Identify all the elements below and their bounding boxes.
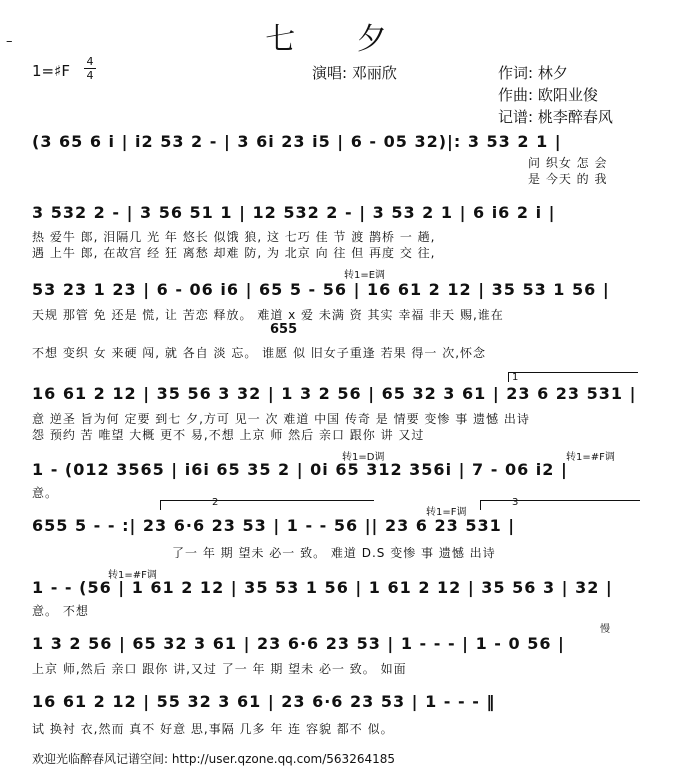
notation-row-6: 655 5 - - :| 23 6·6 23 53 | 1 - - 56 || 23 6 23 531 |	[32, 516, 516, 535]
lyric-row-2-line-2: 遇 上牛 郎, 在故宫 经 狂 离愁 却难 防, 为 北京 向 往 但 再度 交 往,	[32, 246, 436, 260]
key-signature: 1=♯F	[32, 62, 70, 80]
volta-3-label: 3	[512, 497, 519, 508]
notation-row-4: 16 61 2 12 | 35 56 3 32 | 1 3 2 56 | 65 32 3 61 | 23 6 23 531 |	[32, 384, 637, 403]
notation-row-2: 3 532 2 - | 3 56 51 1 | 12 532 2 - | 3 53 2 1 | 6 i6 2 i |	[32, 203, 556, 222]
lyric-row-1-line-1: 问 织女 怎 会	[528, 156, 608, 170]
time-signature-top: 4	[86, 55, 94, 68]
notation-row-7: 1 - - (56 | 1 61 2 12 | 35 53 1 56 | 1 61 2 12 | 35 56 3 | 32 |	[32, 578, 613, 597]
lyric-row-5-line-1: 意。	[32, 486, 59, 500]
lyric-row-6-line-1: 了一 年 期 望未 必一 致。 难道 D.S 变惨 事 遗憾 出诗	[172, 546, 496, 560]
lyric-row-3-line-2: 不想 变织 女 来硬 闯, 就 各自 淡 忘。 谁愿 似 旧女子重逢 若果 得一 次,怀念	[32, 346, 487, 360]
singer-credit: 演唱: 邓丽欣	[312, 64, 397, 82]
lyric-row-1-line-2: 是 今天 的 我	[528, 172, 608, 186]
composer-credit: 作曲: 欧阳业俊	[498, 86, 598, 104]
volta-3-bracket	[480, 500, 640, 501]
tempo-slow-mark: 慢	[600, 624, 610, 635]
song-title: 七 夕	[265, 22, 413, 57]
modulation-d-label: 转1=D调	[342, 452, 385, 463]
notation-row-9: 16 61 2 12 | 55 32 3 61 | 23 6·6 23 53 | 1 - - - ‖	[32, 692, 496, 711]
volta-2-label: 2	[212, 497, 219, 508]
ornament-655: 655	[270, 322, 298, 337]
notation-row-5: 1 - (012 3565 | i6i 65 35 2 | 0i 65 312 356i | 7 - 06 i2 |	[32, 460, 568, 479]
modulation-f-label: 转1=F调	[426, 507, 467, 518]
lyricist-credit: 作词: 林夕	[498, 64, 568, 82]
modulation-fs-label: 转1=#F调	[566, 452, 615, 463]
volta-3-bracket-tick	[480, 500, 481, 510]
lyric-row-3-line-1: 天规 那管 免 还是 慌, 让 苦恋 释放。 难道 ⅹ 爱 未满 资 其实 幸福 非天 赐,谁在	[32, 308, 504, 322]
notation-row-1: (3 65 6 i | i2 53 2 - | 3 6i 23 i5 | 6 - 05 32)|: 3 53 2 1 |	[32, 132, 562, 151]
modulation-e-label: 转1=E调	[344, 270, 386, 281]
modulation-fs2-label: 转1=#F调	[108, 570, 157, 581]
notation-row-8: 1 3 2 56 | 65 32 3 61 | 23 6·6 23 53 | 1 - - - | 1 - 0 56 |	[32, 634, 565, 653]
footer-text: 欢迎光临醉春风记谱空间: http://user.qzone.qq.com/563264185	[32, 752, 396, 766]
volta-2-bracket-tick	[160, 500, 161, 510]
lyric-row-2-line-1: 热 爱牛 郎, 泪隔几 光 年 悠长 似饿 狼, 这 七巧 佳 节 渡 鹊桥 一 趟,	[32, 230, 436, 244]
transcriber-credit: 记谱: 桃李醉春风	[498, 108, 613, 126]
time-signature-bottom: 4	[86, 69, 94, 82]
volta-1-label: 1	[512, 372, 519, 383]
volta-2-bracket	[160, 500, 374, 501]
lyric-row-4-line-2: 怨 预约 苦 唯望 大概 更不 易,不想 上京 师 然后 亲口 跟你 讲 又过	[32, 428, 425, 442]
notation-row-3: 53 23 1 23 | 6 - 06 i6 | 65 5 - 56 | 16 61 2 12 | 35 53 1 56 |	[32, 280, 610, 299]
top-left-mark: –	[6, 34, 13, 49]
lyric-row-8-line-1: 上京 师,然后 亲口 跟你 讲,又过 了一 年 期 望未 必一 致。 如面	[32, 662, 407, 676]
lyric-row-9-line-1: 试 换衬 衣,然而 真不 好意 思,事隔 几多 年 连 容貌 都不 似。	[32, 722, 394, 736]
lyric-row-4-line-1: 意 逆圣 旨为何 定要 到七 夕,方可 见一 次 难道 中国 传奇 是 情要 变惨 事 遗憾 出诗	[32, 412, 530, 426]
volta-1-bracket-tick	[508, 372, 509, 382]
time-signature	[84, 56, 96, 81]
lyric-row-7-line-1: 意。 不想	[32, 604, 89, 618]
volta-1-bracket	[508, 372, 638, 373]
